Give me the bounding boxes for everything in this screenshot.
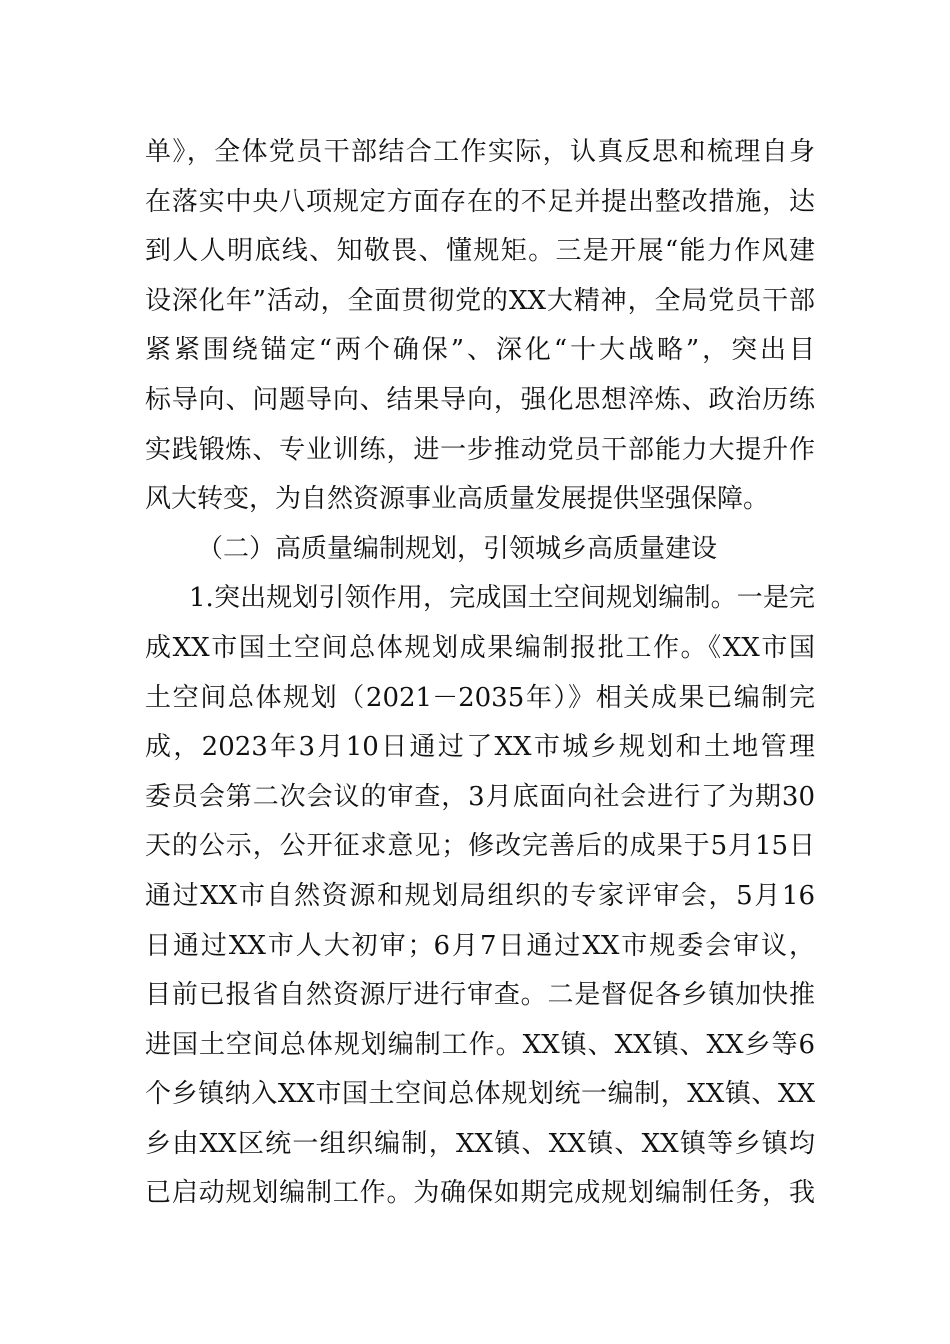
text-line: 成XX市国土空间总体规划成果编制报批工作。《XX市国 [145,632,815,663]
text-line: 委员会第二次会议的审查，3月底面向社会进行了为期30 [145,781,815,812]
text-line: 乡由XX区统一组织编制，XX镇、XX镇、XX镇等乡镇均 [145,1128,815,1159]
text-line: 通过XX市自然资源和规划局组织的专家评审会，5月16 [145,880,815,911]
paragraph-first-line: 1.突出规划引领作用，完成国土空间规划编制。一是完 [189,583,815,614]
text-line: 紧紧围绕锚定“两个确保”、深化“十大战略”，突出目 [145,335,815,366]
text-line: 到人人明底线、知敬畏、懂规矩。三是开展“能力作风建 [145,236,815,267]
text-line: 成，2023年3月10日通过了XX市城乡规划和土地管理 [145,732,815,763]
text-line: 标导向、问题导向、结果导向，强化思想淬炼、政治历练 [145,384,815,415]
text-line: 设深化年”活动，全面贯彻党的XX大精神，全局党员干部 [145,285,815,316]
text-line: 风大转变，为自然资源事业高质量发展提供坚强保障。 [145,484,770,515]
text-line: 目前已报省自然资源厅进行审查。二是督促各乡镇加快推 [145,980,815,1011]
text-line: 日通过XX市人大初审；6月7日通过XX市规委会审议， [145,930,815,961]
text-line: 个乡镇纳入XX市国土空间总体规划统一编制，XX镇、XX [145,1079,815,1110]
body-text [145,128,815,1219]
text-line: 在落实中央八项规定方面存在的不足并提出整改措施，达 [145,186,815,217]
text-line: 进国土空间总体规划编制工作。XX镇、XX镇、XX乡等6 [145,1029,815,1060]
section-heading: （二）高质量编制规划，引领城乡高质量建设 [197,533,718,564]
text-line: 土空间总体规划（2021－2035年）》相关成果已编制完 [145,682,815,713]
text-line: 单》，全体党员干部结合工作实际，认真反思和梳理自身 [145,137,815,167]
text-line: 已启动规划编制工作。为确保如期完成规划编制任务，我 [145,1178,815,1209]
text-line: 实践锻炼、专业训练，进一步推动党员干部能力大提升作 [145,434,815,465]
text-line: 天的公示，公开征求意见；修改完善后的成果于5月15日 [145,831,815,862]
